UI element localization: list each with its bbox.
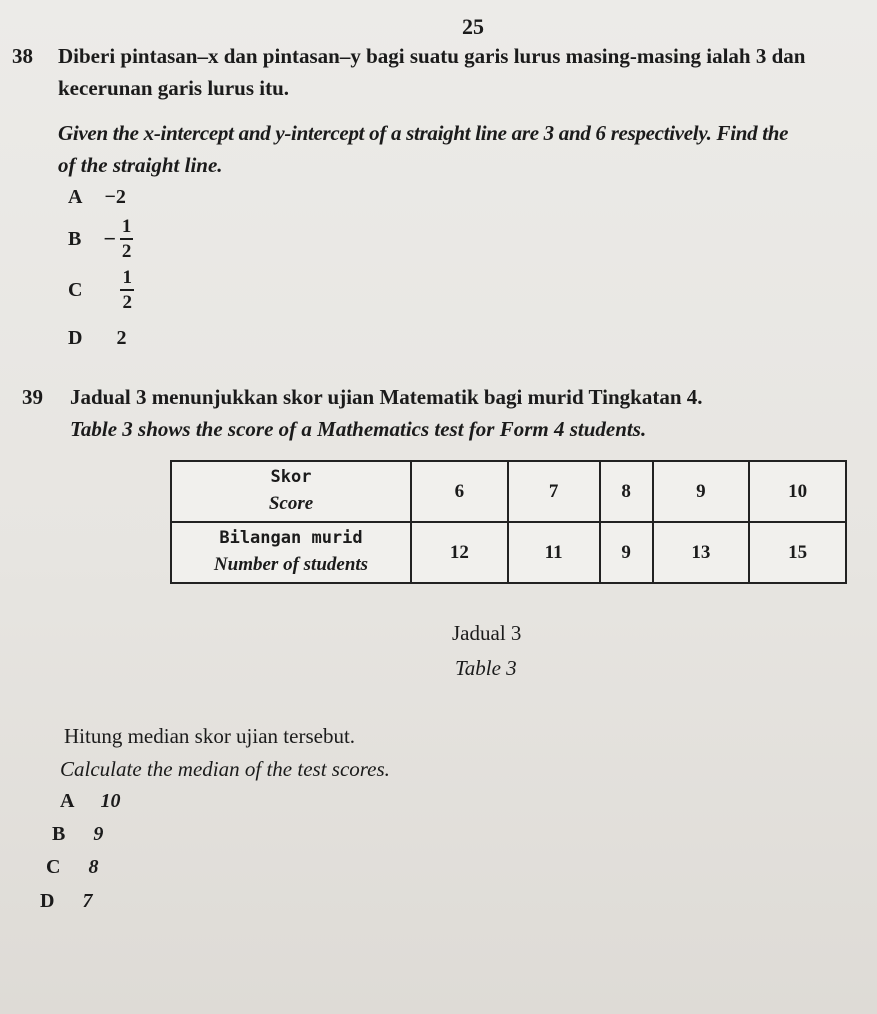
option-letter: A [60, 790, 75, 812]
question-39-malay-intro: Jadual 3 menunjukkan skor ujian Matematik bagi murid Tingkatan 4. [70, 385, 703, 409]
question-39-english-intro: Table 3 shows the score of a Mathematics test for Form 4 students. [70, 417, 647, 441]
score-cell: 8 [600, 461, 653, 522]
question-38-malay-line2: kecerunan garis lurus itu. [58, 76, 290, 100]
question-39-option-c[interactable] [46, 856, 98, 879]
header-students-english: Number of students [213, 554, 369, 575]
score-cell: 6 [411, 461, 508, 522]
option-value: 2 [116, 327, 127, 349]
page-number: 25 [462, 14, 484, 39]
option-letter: B [68, 227, 82, 250]
table-caption-english: Table 3 [455, 656, 517, 680]
question-38-option-c[interactable] [68, 264, 134, 316]
question-38-malay-line1: Diberi pintasan–x dan pintasan–y bagi suatu garis lurus masing-masing ialah 3 dan [58, 44, 806, 68]
option-letter: C [68, 278, 83, 301]
count-cell: 15 [749, 522, 846, 583]
count-cell: 13 [653, 522, 750, 583]
count-cell: 11 [508, 522, 600, 583]
fraction-denominator: 2 [122, 292, 132, 313]
option-letter: A [68, 186, 83, 208]
fraction-numerator: 1 [120, 217, 134, 240]
question-39-option-d[interactable] [40, 890, 92, 913]
option-value: 7 [82, 890, 93, 912]
option-letter: D [68, 327, 83, 349]
question-38-option-d[interactable] [68, 327, 126, 350]
option-letter: D [40, 890, 55, 912]
question-39-malay-question: Hitung median skor ujian tersebut. [64, 724, 356, 748]
header-score-malay: Skor [270, 466, 312, 487]
score-cell: 10 [749, 461, 846, 522]
score-cell: 7 [508, 461, 600, 522]
option-letter: B [52, 823, 66, 845]
table-caption-malay: Jadual 3 [452, 621, 522, 645]
header-score-english: Score [268, 493, 314, 514]
score-cell: 9 [653, 461, 750, 522]
option-letter: C [46, 856, 61, 878]
option-value: −2 [104, 186, 126, 208]
question-38-option-a[interactable] [68, 186, 126, 209]
question-39-number: 39 [22, 385, 43, 409]
question-38-english-line2: of the straight line. [58, 153, 223, 177]
table-header-score [171, 461, 411, 522]
question-38-english-line1: Given the x-intercept and y-intercept of a straight line are 3 and 6 respectively. Find the [58, 121, 789, 145]
question-39-option-a[interactable] [60, 790, 120, 813]
minus-sign: − [103, 226, 116, 251]
question-39-option-b[interactable] [52, 823, 103, 846]
count-cell: 12 [411, 522, 508, 583]
option-value: 8 [88, 856, 99, 878]
question-38-option-b[interactable] [68, 214, 133, 264]
score-table [170, 460, 847, 584]
option-value: 10 [100, 790, 121, 812]
table-row-score [171, 461, 846, 522]
count-cell: 9 [600, 522, 653, 583]
option-value: 9 [93, 823, 104, 845]
header-students-malay: Bilangan murid [219, 527, 363, 548]
table-header-students [171, 522, 411, 583]
fraction-denominator: 2 [121, 241, 132, 262]
question-38-number: 38 [12, 44, 33, 68]
question-39-english-question: Calculate the median of the test scores. [60, 757, 390, 781]
fraction-numerator: 1 [120, 268, 134, 291]
fraction [120, 268, 134, 312]
fraction [120, 217, 134, 261]
table-row-students [171, 522, 846, 583]
